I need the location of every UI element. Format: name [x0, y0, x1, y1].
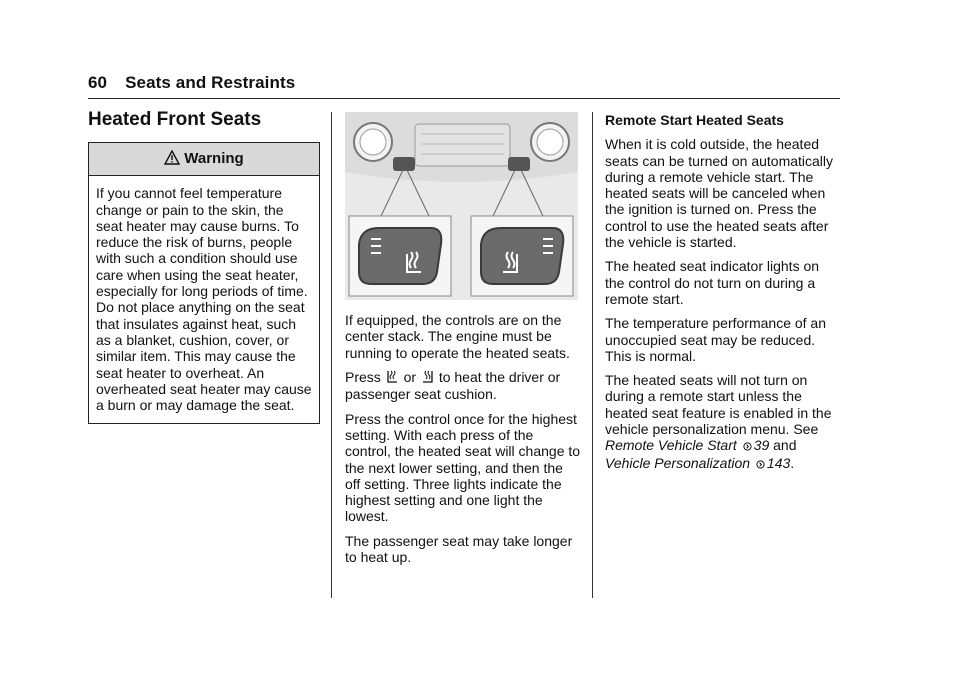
page-title: Heated Front Seats — [88, 109, 262, 130]
warning-text: If you cannot feel temperature change or pain to the skin, the seat heater may cause burns. To reduce the risk of burns, people with such a condition should use care when using the seat heater, especially for long periods of time. Do not place anything on the seat that insulates against heat, such as a blanket, cushion, cover, or similar item. This may cause the seat heater to overheat. An overheated seat heater may cause a burn or may damage the seat. — [96, 185, 312, 414]
paragraph-settings: Press the control once for the highest setting. With each press of the control, the heated seat will change to the next lower setting, and then the off setting. Three lights indicate the highest setting and one light the lowest. — [345, 410, 581, 525]
warning-box — [88, 142, 320, 424]
page-ref-39[interactable]: 39 — [753, 437, 770, 454]
warning-label: Warning — [184, 150, 244, 168]
text-or: or — [403, 368, 417, 385]
paragraph-personalization — [605, 372, 841, 472]
column-2 — [345, 112, 582, 573]
heated-seat-driver-icon — [387, 370, 398, 386]
running-header — [88, 73, 295, 93]
paragraph-press-controls — [345, 369, 582, 403]
heated-seat-controls-illustration — [345, 112, 578, 300]
page-ref-143[interactable]: 143 — [766, 454, 791, 471]
paragraph-passenger-seat: The passenger seat may take longer to heat up. — [345, 532, 573, 565]
text-remote-start-note: The heated seats will not turn on during a remote start unless the heated seat feature is enabled in the vehicle personalization menu. See — [605, 372, 832, 438]
warning-header — [89, 143, 319, 176]
column-divider-1 — [331, 112, 332, 598]
paragraph-controls-location: If equipped, the controls are on the center stack. The engine must be running to operate the heated seats. — [345, 312, 570, 361]
header-rule — [88, 98, 840, 99]
subheading-remote-start: Remote Start Heated Seats — [605, 112, 784, 128]
column-1 — [88, 109, 320, 424]
text-period: . — [790, 454, 795, 471]
page-ref-icon — [743, 438, 752, 454]
page-ref-icon — [756, 456, 765, 472]
paragraph-indicator-lights: The heated seat indicator lights on the control do not turn on during a remote start. — [605, 258, 820, 307]
page-number: 60 — [88, 73, 108, 92]
link-remote-vehicle-start[interactable]: Remote Vehicle Start — [605, 437, 737, 454]
paragraph-temperature-performance: The temperature performance of an unoccupied seat may be reduced. This is normal. — [605, 315, 827, 364]
heated-seat-passenger-icon — [422, 370, 433, 386]
warning-triangle-icon — [164, 150, 180, 169]
paragraph-remote-start-cold: When it is cold outside, the heated seats can be turned on automatically during a remote vehicle start. The heated seats will be canceled when the ignition is turned on. Press the control to use the heated seats after the vehicle is started. — [605, 136, 834, 251]
link-vehicle-personalization[interactable]: Vehicle Personalization — [605, 454, 751, 471]
text-press: Press — [345, 368, 381, 385]
column-divider-2 — [592, 112, 593, 598]
text-and: and — [773, 437, 797, 454]
text-to-heat: to heat the driver or passenger seat cushion. — [345, 368, 561, 403]
section-title: Seats and Restraints — [125, 73, 296, 92]
column-3 — [605, 112, 841, 480]
